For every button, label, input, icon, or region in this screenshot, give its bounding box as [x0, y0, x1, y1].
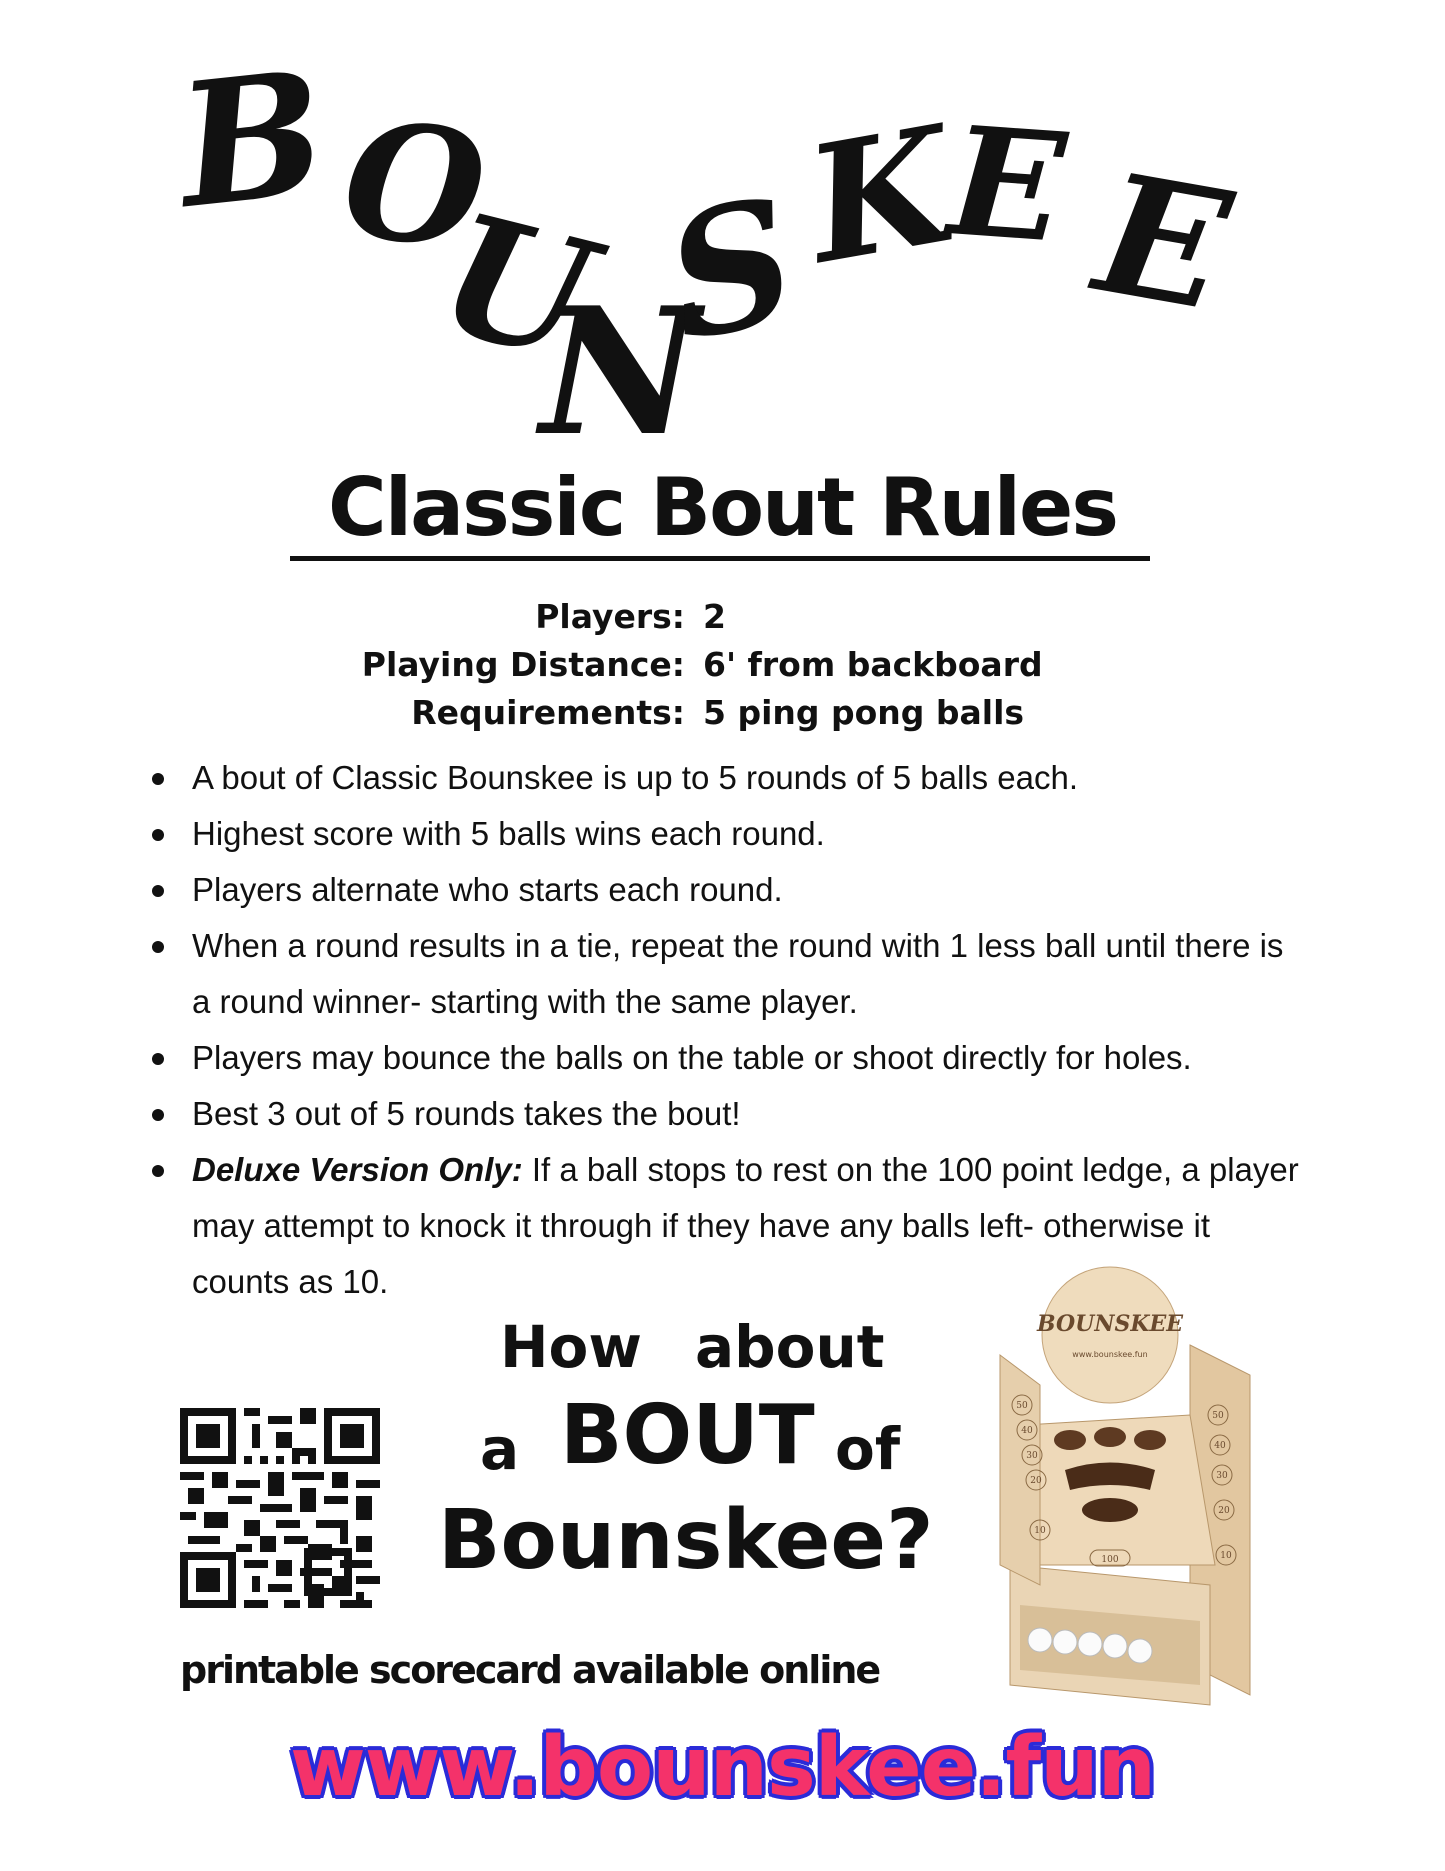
- logo-letter-b: B: [169, 33, 334, 247]
- spec-label-players: Players:: [535, 597, 685, 636]
- rule-text: Best 3 out of 5 rounds takes the bout!: [192, 1095, 741, 1132]
- promo-bounskee: Bounskee?: [438, 1493, 934, 1588]
- rule-text: When a round results in a tie, repeat the round with 1 less ball until there is a round winner- starting with the same player.: [192, 927, 1284, 1020]
- rule-item: [150, 1086, 1300, 1142]
- score-label: 50: [1016, 1401, 1028, 1411]
- score-label: 20: [1218, 1506, 1230, 1516]
- logo-letter-s: S: [650, 159, 813, 381]
- bullet-icon: [152, 773, 164, 785]
- rule-text: Highest score with 5 balls wins each round.: [192, 815, 825, 852]
- bullet-icon: [152, 1165, 164, 1177]
- score-label: 30: [1216, 1471, 1228, 1481]
- page-title: Classic Bout Rules: [328, 461, 1117, 554]
- promo-bout: BOUT: [560, 1388, 815, 1483]
- product-logo-text: BOUNSKEE: [1036, 1311, 1184, 1337]
- rule-item: [150, 862, 1300, 918]
- score-label: 40: [1214, 1441, 1226, 1451]
- logo-letter-o: O: [335, 84, 494, 286]
- spec-value-requirements: 5 ping pong balls: [703, 693, 1025, 732]
- rule-item: [150, 750, 1300, 806]
- rule-text: If a ball stops to rest on the 100 point ledge, a player may attempt to knock it through if they have any balls left- otherwise it counts as 10.: [192, 1151, 1299, 1300]
- bullet-icon: [152, 1053, 164, 1065]
- spec-value-players: 2: [703, 597, 726, 636]
- logo-letter-u: U: [423, 175, 611, 399]
- rule-text: A bout of Classic Bounskee is up to 5 rounds of 5 balls each.: [192, 759, 1079, 796]
- score-label: 10: [1220, 1551, 1232, 1561]
- promo-a: a: [480, 1415, 520, 1483]
- score-label: 50: [1212, 1411, 1224, 1421]
- rule-item: [150, 1030, 1300, 1086]
- score-label: 10: [1034, 1526, 1046, 1536]
- rule-text: Players alternate who starts each round.: [192, 871, 783, 908]
- promo-of: of: [835, 1415, 901, 1483]
- rules-list: [150, 750, 1300, 1310]
- scorecard-note: printable scorecard available online: [180, 1648, 880, 1692]
- spec-label-requirements: Requirements:: [411, 693, 685, 732]
- rule-lead: Deluxe Version Only:: [192, 1151, 523, 1188]
- logo-letter-e1: E: [944, 93, 1071, 277]
- bounskee-game-board-image: [980, 1265, 1280, 1715]
- spec-label-distance: Playing Distance:: [361, 645, 685, 684]
- score-label: 40: [1021, 1426, 1033, 1436]
- product-site-text: www.bounskee.fun: [1072, 1350, 1148, 1359]
- website-link[interactable]: www.bounskee.fun: [290, 1720, 1155, 1815]
- bullet-icon: [152, 1109, 164, 1121]
- qr-code-icon[interactable]: [180, 1408, 380, 1608]
- score-label: 30: [1026, 1451, 1038, 1461]
- promo-how: How: [500, 1313, 642, 1381]
- logo-letter-e2: E: [1084, 135, 1242, 349]
- spec-value-distance: 6' from backboard: [703, 645, 1043, 684]
- title-underline: [290, 556, 1150, 561]
- bullet-icon: [152, 885, 164, 897]
- bullet-icon: [152, 829, 164, 841]
- score-label: 20: [1030, 1476, 1042, 1486]
- promo-about: about: [695, 1313, 885, 1381]
- rule-text: Players may bounce the balls on the table or shoot directly for holes.: [192, 1039, 1192, 1076]
- rule-item: [150, 806, 1300, 862]
- logo-letter-k: K: [794, 90, 965, 300]
- bullet-icon: [152, 941, 164, 953]
- score-label: 100: [1101, 1555, 1119, 1565]
- rule-item: [150, 918, 1300, 1030]
- logo-letter-n: N: [540, 270, 700, 475]
